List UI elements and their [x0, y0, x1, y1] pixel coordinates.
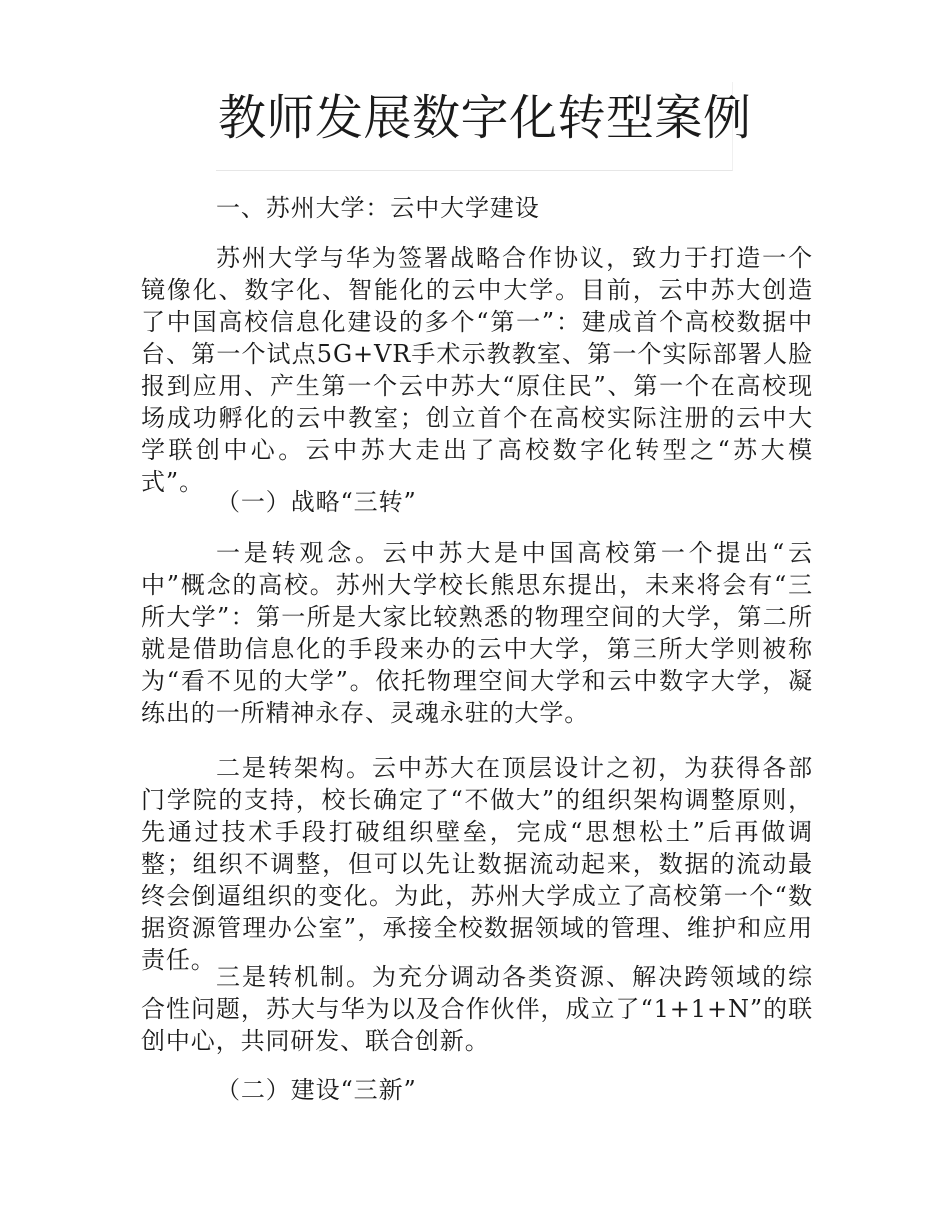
- section-heading-suzhou-university: 一、苏州大学：云中大学建设: [216, 194, 540, 222]
- paragraph-change-architecture: 二是转架构。云中苏大在顶层设计之初，为获得各部门学院的支持，校长确定了“不做大”的组织架构调整原则，先通过技术手段打破组织壁垒，完成“思想松土”后再做调整；组织不调整，但可以先让数据流动起来，数据的流动最终会倒逼组织的变化。为此，苏州大学成立了高校第一个“数据资源管理办公室”，承接全校数据领域的管理、维护和应用责任。: [141, 754, 813, 974]
- document-title: 教师发展数字化转型案例: [218, 90, 752, 146]
- subsection-heading-construction: （二）建设“三新”: [216, 1076, 417, 1104]
- subsection-heading-strategy: （一）战略“三转”: [216, 488, 417, 516]
- intro-paragraph: 苏州大学与华为签署战略合作协议，致力于打造一个镜像化、数字化、智能化的云中大学。目前，云中苏大创造了中国高校信息化建设的多个“第一”：建成首个高校数据中台、第一个试点5G+VR手术示教教室、第一个实际部署人脸报到应用、产生第一个云中苏大“原住民”、第一个在高校现场成功孵化的云中教室；创立首个在高校实际注册的云中大学联创中心。云中苏大走出了高校数字化转型之“苏大模式”。: [141, 244, 813, 496]
- paragraph-change-concept: 一是转观念。云中苏大是中国高校第一个提出“云中”概念的高校。苏州大学校长熊思东提出，未来将会有“三所大学”：第一所是大家比较熟悉的物理空间的大学，第二所就是借助信息化的手段来办的云中大学，第三所大学则被称为“看不见的大学”。依托物理空间大学和云中数字大学，凝练出的一所精神永存、灵魂永驻的大学。: [141, 539, 813, 727]
- paragraph-change-mechanism: 三是转机制。为充分调动各类资源、解决跨领域的综合性问题，苏大与华为以及合作伙伴，成立了“1+1+N”的联创中心，共同研发、联合创新。: [141, 963, 813, 1055]
